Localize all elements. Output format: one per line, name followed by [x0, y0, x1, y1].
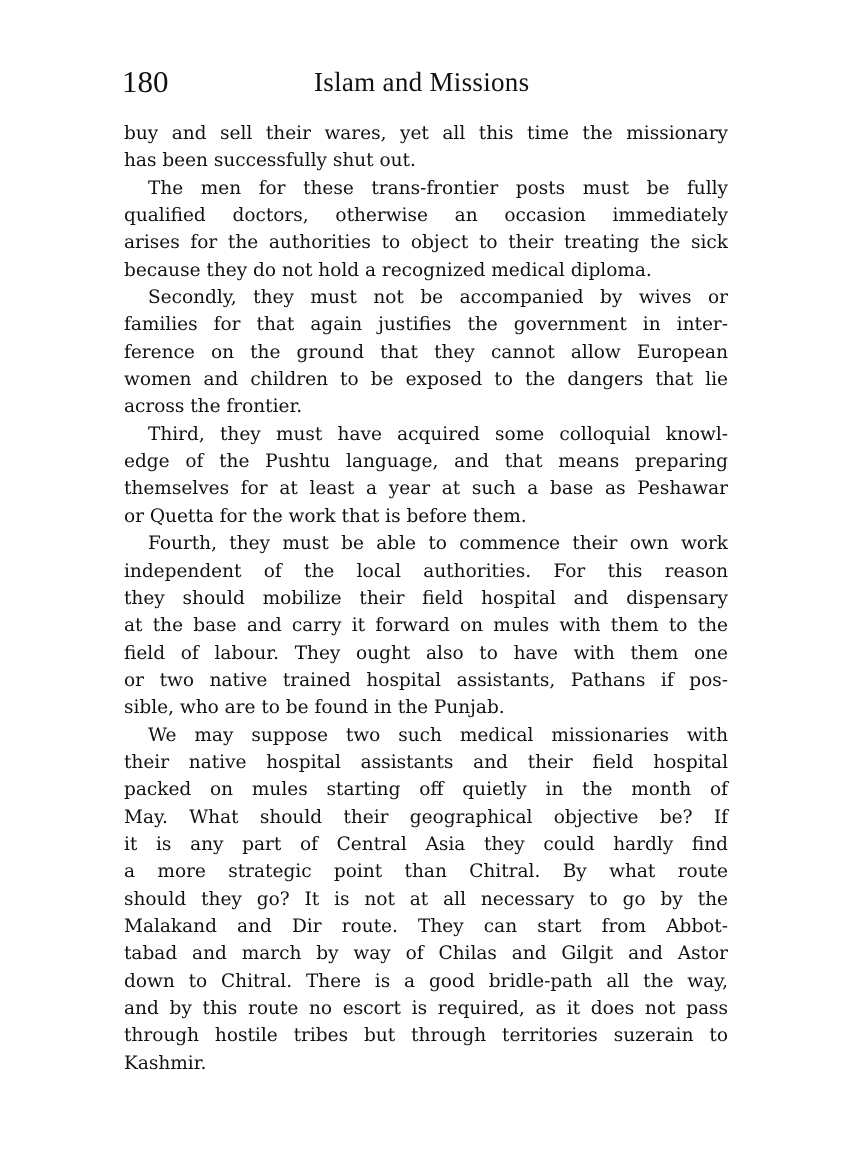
running-head	[122, 62, 730, 102]
text-line: because they do not hold a recognized medical diploma.	[124, 259, 652, 281]
text-line: or two native trained hospital assistants, Pathans if pos-	[124, 669, 728, 691]
text-line: across the frontier.	[124, 396, 303, 418]
text-line: they should mobilize their field hospital and dispensary	[124, 587, 728, 609]
text-line: Kashmir.	[124, 1052, 207, 1074]
text-line: ference on the ground that they cannot allow European	[124, 341, 728, 363]
text-line: edge of the Pushtu language, and that means preparing	[124, 451, 728, 473]
text-line: down to Chitral. There is a good bridle-path all the way,	[124, 970, 728, 992]
text-line: or Quetta for the work that is before them.	[124, 505, 527, 527]
text-line: buy and sell their wares, yet all this time the missionary	[124, 123, 728, 144]
text-line: their native hospital assistants and their field hospital	[124, 751, 728, 773]
text-line: sible, who are to be found in the Punjab.	[124, 697, 505, 719]
body-text	[124, 120, 728, 1077]
paragraph	[124, 421, 728, 530]
text-line: Fourth, they must be able to commence their own work	[148, 533, 728, 555]
text-line: women and children to be exposed to the dangers that lie	[124, 369, 728, 391]
text-line: has been successfully shut out.	[124, 150, 416, 172]
text-line: arises for the authorities to object to their treating the sick	[124, 232, 728, 254]
paragraph	[124, 175, 728, 284]
text-line: themselves for at least a year at such a base as Peshawar	[124, 478, 728, 500]
text-line: families for that again justifies the government in inter-	[124, 314, 728, 336]
text-line: Third, they must have acquired some colloquial knowl-	[148, 423, 728, 445]
text-line: field of labour. They ought also to have with them one	[124, 642, 728, 664]
paragraph	[124, 120, 728, 175]
text-line: through hostile tribes but through territories suzerain to	[124, 1025, 728, 1047]
paragraph	[124, 284, 728, 421]
text-line: independent of the local authorities. For this reason	[124, 560, 728, 582]
running-title: Islam and Missions	[314, 67, 530, 97]
text-line: at the base and carry it forward on mules with them to the	[124, 615, 728, 637]
text-line: and by this route no escort is required, as it does not pass	[124, 998, 728, 1019]
text-line: We may suppose two such medical missionaries with	[148, 724, 728, 746]
text-line: qualified doctors, otherwise an occasion immediately	[124, 205, 728, 227]
text-line: should they go? It is not at all necessary to go by the	[124, 888, 728, 910]
text-line: tabad and march by way of Chilas and Gilgit and Astor	[124, 943, 728, 965]
paragraph	[124, 530, 728, 721]
text-line: it is any part of Central Asia they could hardly find	[124, 833, 728, 855]
paragraph	[124, 722, 728, 1077]
text-line: Malakand and Dir route. They can start from Abbot-	[124, 915, 728, 937]
text-line: packed on mules starting off quietly in the month of	[124, 779, 728, 801]
text-line: a more strategic point than Chitral. By what route	[124, 861, 728, 883]
page-number: 180	[122, 64, 169, 99]
text-line: Secondly, they must not be accompanied by wives or	[148, 287, 728, 309]
text-line: May. What should their geographical objective be? If	[124, 806, 728, 828]
text-line: The men for these trans-frontier posts must be fully	[148, 177, 728, 199]
